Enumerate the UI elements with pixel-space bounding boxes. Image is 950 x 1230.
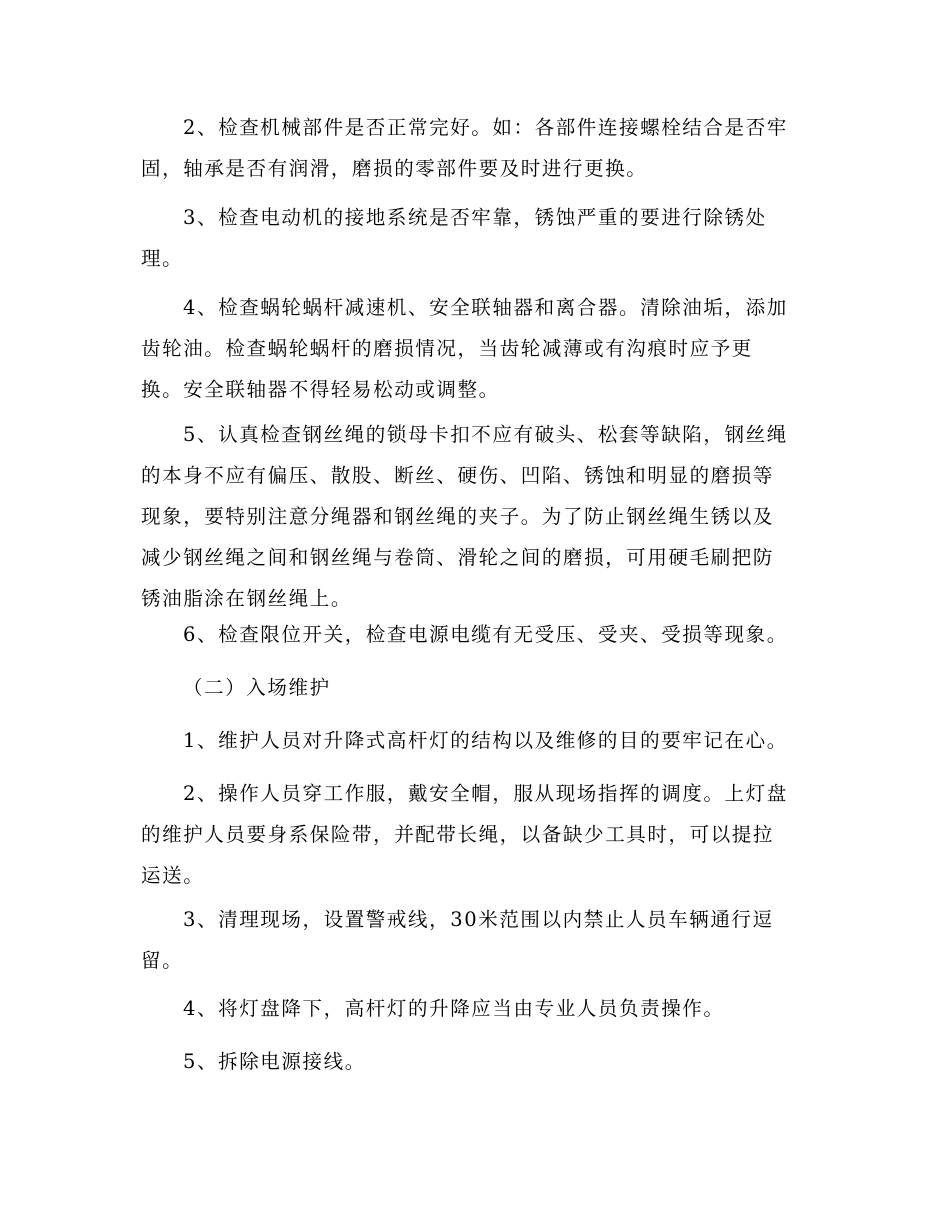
text-line: 2、检查机械部件是否正常完好。如：各部件连接螺栓结合是否牢 xyxy=(183,116,788,139)
text-line: 3、检查电动机的接地系统是否牢靠，锈蚀严重的要进行除锈处 xyxy=(183,206,767,229)
text-line: 6、检查限位开关，检查电源电缆有无受压、受夹、受损等现象。 xyxy=(183,623,788,646)
text-line: 2、操作人员穿工作服，戴安全帽，服从现场指挥的调度。上灯盘 xyxy=(183,782,788,805)
text-line: 4、将灯盘降下，高杆灯的升降应当由专业人员负责操作。 xyxy=(183,997,725,1020)
text-line: 减少钢丝绳之间和钢丝绳与卷筒、滑轮之间的磨损，可用硬毛刷把防 xyxy=(141,546,775,569)
paragraph-item-2-inspect-mechanical-parts xyxy=(141,107,811,189)
text-line: 理。 xyxy=(141,247,184,270)
paragraph-item-4-inspect-reducer xyxy=(141,287,811,410)
text-line: 3、清理现场，设置警戒线，30米范围以内禁止人员车辆通行逗 xyxy=(183,908,774,931)
text-line: 换。安全联轴器不得轻易松动或调整。 xyxy=(141,378,500,401)
text-line: 留。 xyxy=(141,949,184,972)
text-line: 4、检查蜗轮蜗杆减速机、安全联轴器和离合器。清除油垢，添加 xyxy=(183,296,788,319)
text-line: 锈油脂涂在钢丝绳上。 xyxy=(141,587,353,610)
text-line: 5、认真检查钢丝绳的锁母卡扣不应有破头、松套等缺陷，钢丝绳 xyxy=(183,423,788,446)
paragraph-item-3-inspect-grounding xyxy=(141,197,811,279)
text-line: 的本身不应有偏压、散股、断丝、硬伤、凹陷、锈蚀和明显的磨损等 xyxy=(141,464,775,487)
section-heading-on-site-maintenance xyxy=(141,667,811,708)
text-line: （二）入场维护 xyxy=(183,676,331,699)
paragraph-maintenance-2 xyxy=(141,773,811,896)
text-line: 运送。 xyxy=(141,864,205,887)
text-line: 齿轮油。检查蜗轮蜗杆的磨损情况，当齿轮减薄或有沟痕时应予更 xyxy=(141,337,753,360)
paragraph-maintenance-4 xyxy=(141,988,811,1029)
paragraph-item-5-inspect-wire-rope xyxy=(141,414,811,619)
paragraph-maintenance-1 xyxy=(141,720,811,761)
paragraph-maintenance-5 xyxy=(141,1041,811,1082)
text-line: 的维护人员要身系保险带，并配带长绳，以备缺少工具时，可以提拉 xyxy=(141,823,775,846)
text-line: 固，轴承是否有润滑，磨损的零部件要及时进行更换。 xyxy=(141,157,648,180)
text-line: 5、拆除电源接线。 xyxy=(183,1050,366,1073)
text-line: 现象，要特别注意分绳器和钢丝绳的夹子。为了防止钢丝绳生锈以及 xyxy=(141,505,775,528)
paragraph-item-6-inspect-limit-switch xyxy=(141,614,811,655)
text-line: 1、维护人员对升降式高杆灯的结构以及维修的目的要牢记在心。 xyxy=(183,729,788,752)
paragraph-maintenance-3 xyxy=(141,899,811,981)
